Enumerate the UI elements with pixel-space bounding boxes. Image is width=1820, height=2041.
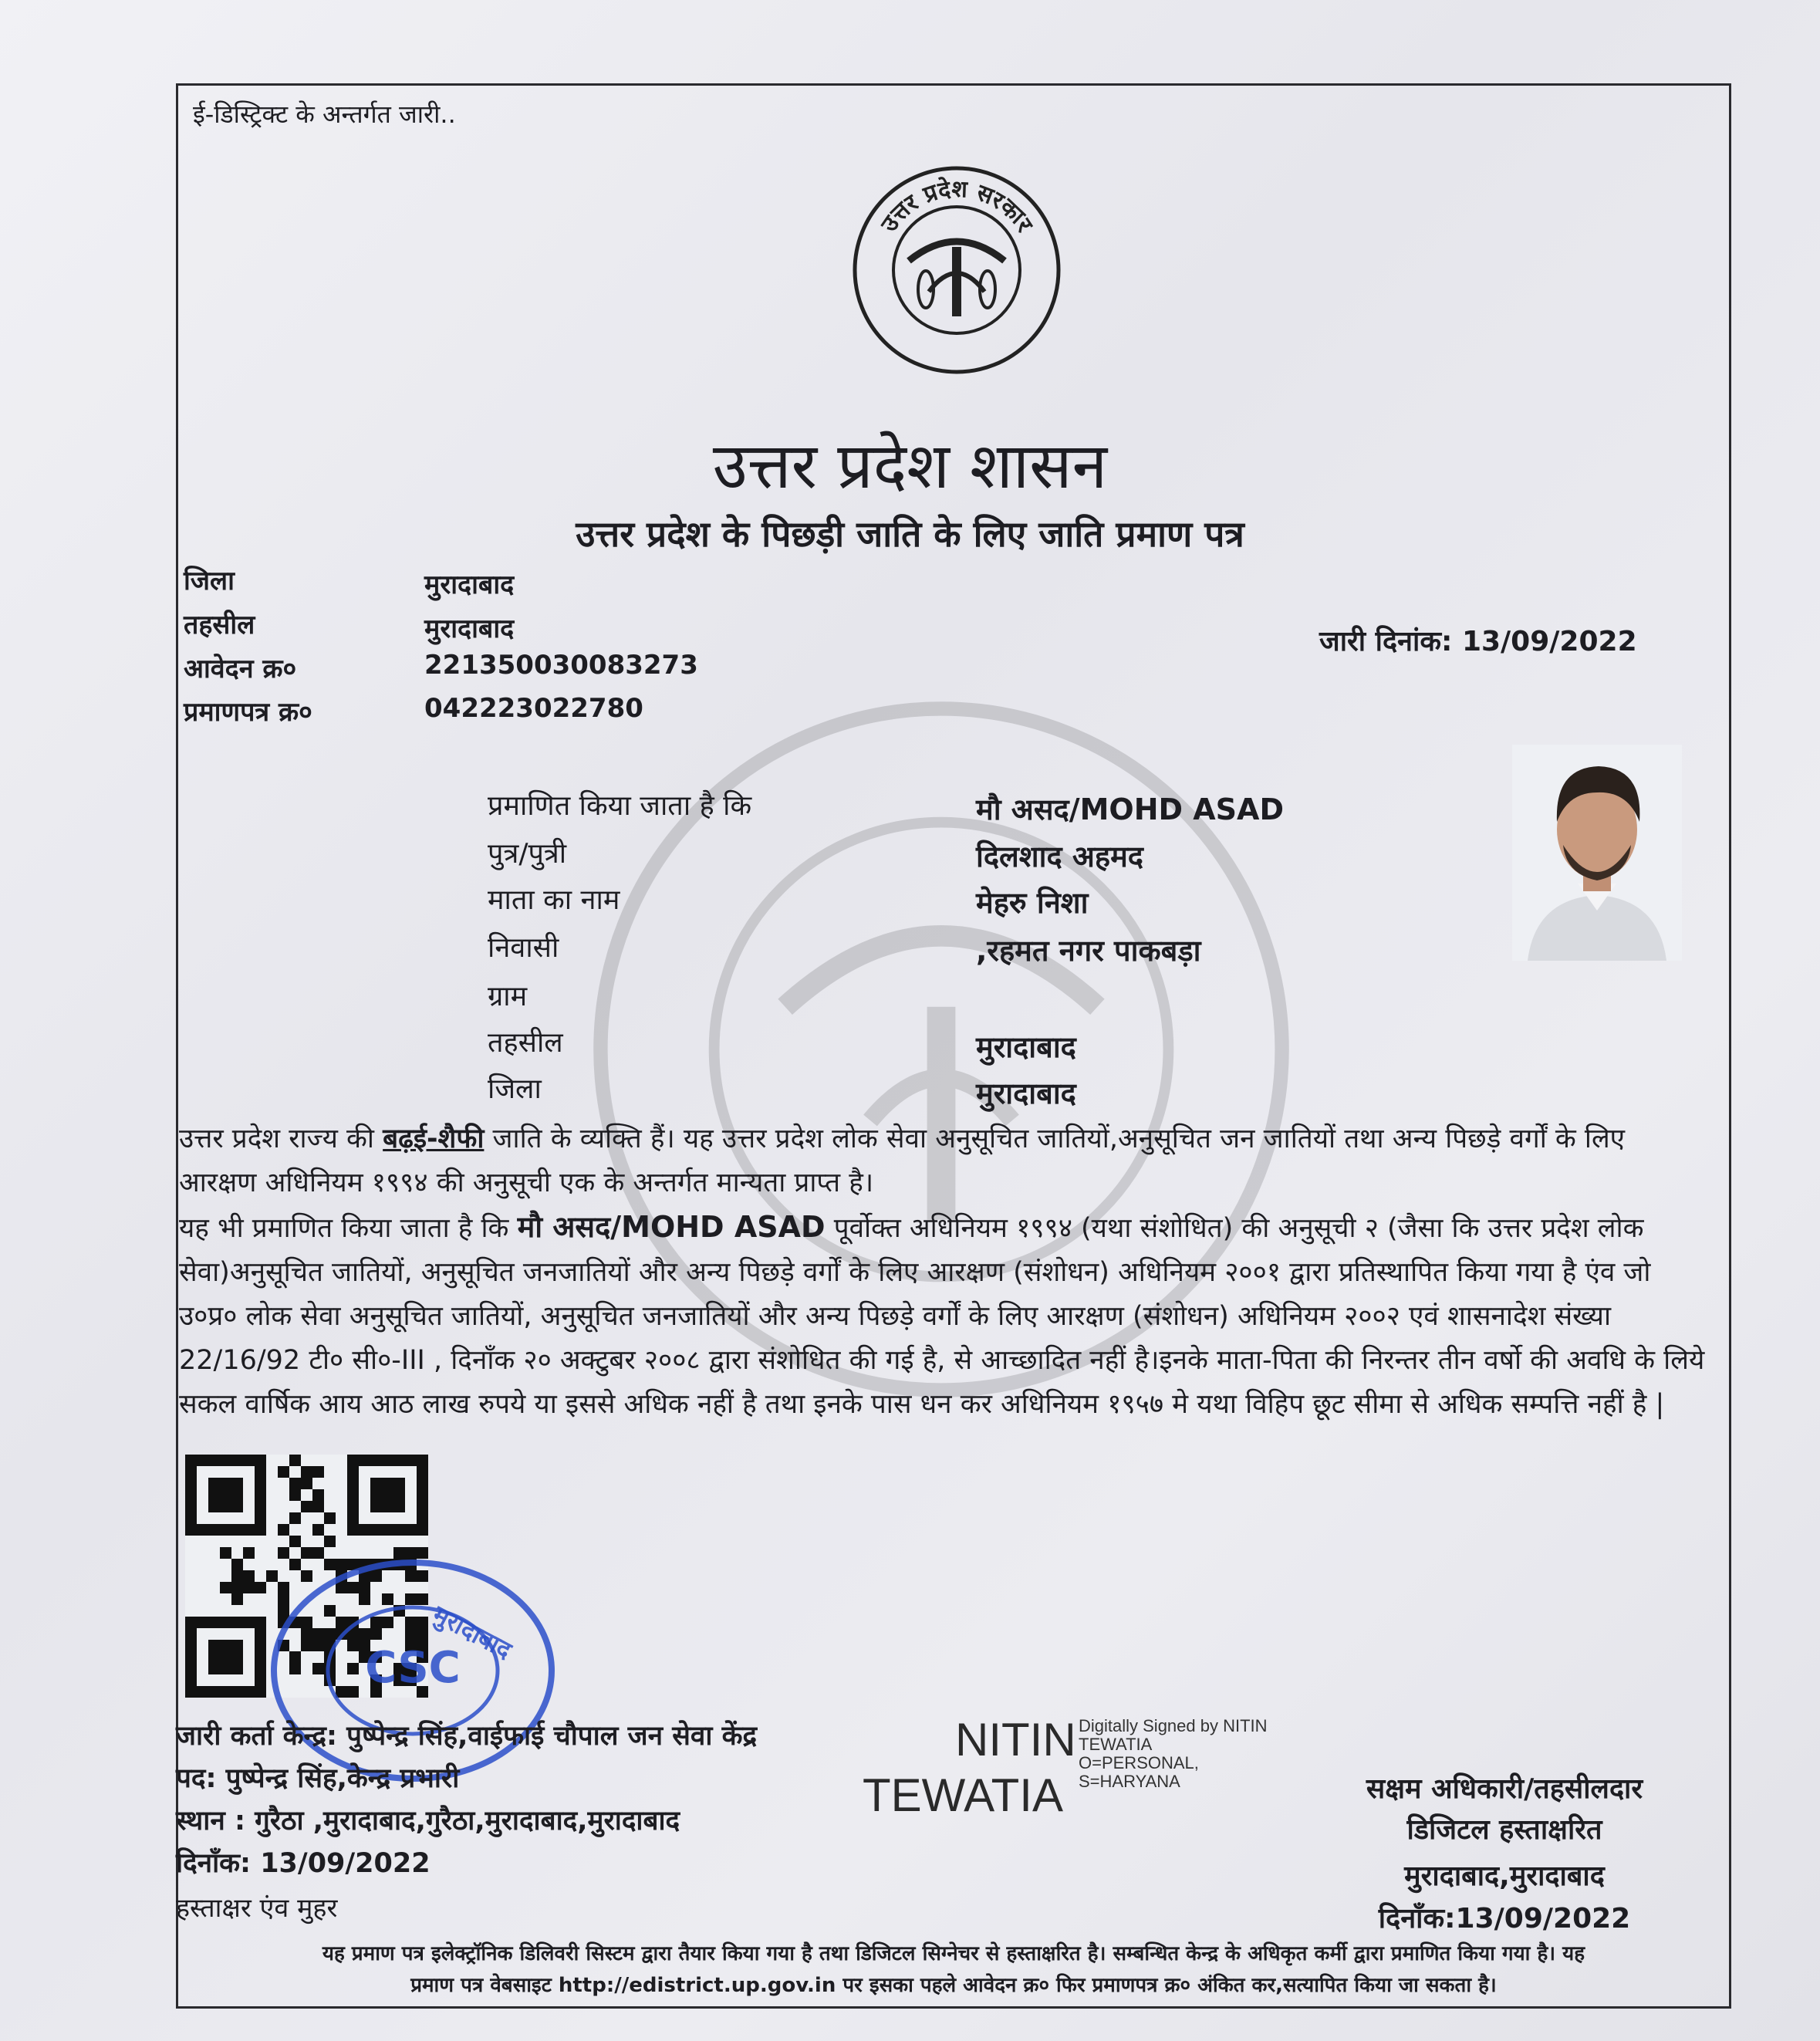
applicant-photo	[1512, 745, 1682, 961]
body-text: जाति के व्यक्ति हैं। यह उत्तर प्रदेश लोक सेवा अनुसूचित जातियों,अनुसूचित जन जातियों तथा अन्य पिछड़े वर्गों के लिए आरक्षण अधिनियम १९९४ की अनुसूची एक के अन्तर्गत मान्यता प्राप्त है।	[179, 1124, 1626, 1198]
issuing-centre: जारी कर्ता केन्द्र: पुष्पेन्द्र सिंह,वाईफाई चौपाल जन सेवा केंद्र	[176, 1721, 758, 1752]
svg-text:मुरादाबाद: मुरादाबाद	[427, 1599, 517, 1665]
certificate-number-label: प्रमाणपत्र क्र०	[184, 697, 312, 728]
officer-digitally-signed: डिजिटल हस्ताक्षरित	[1406, 1814, 1602, 1846]
body-text: यह भी प्रमाणित किया जाता है कि	[179, 1213, 518, 1244]
application-number-value: 221350030083273	[424, 650, 698, 681]
issuer-date: दिनाँक: 13/09/2022	[176, 1848, 431, 1879]
field-label-mother: माता का नाम	[488, 884, 620, 916]
signature-detail: S=HARYANA	[1079, 1772, 1180, 1791]
tehsil-value: मुरादाबाद	[424, 613, 515, 644]
field-label-village: ग्राम	[488, 981, 528, 1012]
signature-and-seal-label: हस्ताक्षर एंव मुहर	[176, 1893, 338, 1924]
officer-place: मुरादाबाद,मुरादाबाद	[1404, 1860, 1605, 1892]
page-title: उत्तर प्रदेश शासन	[712, 430, 1108, 503]
footer-note-line-2: प्रमाण पत्र वेबसाइट http://edistrict.up.gov.in पर इसका पहले आवेदन क्र० फिर प्रमाणपत्र क्र० अंकित कर,सत्यापित किया जा सकता है।	[410, 1974, 1497, 1997]
body-paragraph-2	[179, 1205, 1710, 1427]
issue-date: जारी दिनांक: 13/09/2022	[1319, 626, 1637, 657]
tehsil-label: तहसील	[184, 610, 255, 640]
issuer-place: स्थान : गुरैठा ,मुरादाबाद,गुरैठा,मुरादाबाद,मुरादाबाद	[176, 1806, 680, 1837]
digital-signature-details	[1079, 1717, 1268, 1791]
caste-name: बढ़ई-शैफी	[383, 1124, 485, 1154]
officer-date: दिनाँक:13/09/2022	[1378, 1903, 1631, 1935]
officer-title: सक्षम अधिकारी/तहसीलदार	[1366, 1773, 1643, 1805]
body-text: पूर्वोक्त अधिनियम १९९४ (यथा संशोधित) की अनुसूची २ (जैसा कि उत्तर प्रदेश लोक सेवा)अनुसूचित जातियों, अनुसूचित जनजातियों और अन्य पिछड़े वर्गों के लिए आरक्षण (संशोधन) अधिनियम २००१ द्वारा प्रतिस्थापित किया गया है एंव जो उ०प्र० लोक सेवा अनुसूचित जातियों, अनुसूचित जनजातियों और अन्य पिछड़े वर्गों के लिए आरक्षण (संशोधन) अधिनियम २००२ एवं शासनादेश संख्या 22/16/92 टी० सी०-III , दिनाँक २० अक्टुबर २००८ द्वारा संशोधित की गई है, से आच्छादित नहीं है।इनके माता-पिता की निरन्तर तीन वर्षो की अवधि के लिये सकल वार्षिक आय आठ लाख रुपये या इससे अधिक नहीं है तथा इनके पास धन कर अधिनियम १९५७ मे यथा विहिप छूट सीमा से अधिक सम्पत्ति नहीं है |	[179, 1213, 1705, 1420]
page-subtitle: उत्तर प्रदेश के पिछड़ी जाति के लिए जाति प्रमाण पत्र	[576, 513, 1244, 555]
signature-detail: TEWATIA	[1079, 1735, 1153, 1754]
field-value-parent: दिलशाद अहमद	[976, 840, 1143, 874]
issued-under-text: ई-डिस्ट्रिक्ट के अन्तर्गत जारी..	[193, 100, 456, 129]
field-label-resident: निवासी	[488, 932, 559, 964]
field-value-tehsil: मुरादाबाद	[976, 1030, 1076, 1064]
signer-name-first: NITIN	[955, 1714, 1076, 1766]
field-value-mother: मेहरु निशा	[976, 886, 1089, 920]
signer-name-last: TEWATIA	[863, 1769, 1063, 1821]
footer-note-line-1: यह प्रमाण पत्र इलेक्ट्रॉनिक डिलिवरी सिस्टम द्वारा तैयार किया गया है तथा डिजिटल सिग्नेचर से हस्ताक्षरित है। सम्बन्धित केन्द्र के अधिकृत कर्मी द्वारा प्रमाणित किया गया है। यह	[322, 1942, 1585, 1965]
applicant-name-inline: मौ असद/MOHD ASAD	[517, 1210, 826, 1244]
body-text: उत्तर प्रदेश राज्य की	[179, 1124, 383, 1154]
application-number-label: आवेदन क्र०	[184, 654, 297, 684]
svg-text:उत्तर प्रदेश सरकार: उत्तर प्रदेश सरकार	[876, 175, 1038, 238]
district-label: जिला	[184, 566, 235, 596]
field-label-certified: प्रमाणित किया जाता है कि	[488, 790, 752, 822]
up-government-emblem-icon	[849, 162, 1065, 378]
field-label-tehsil: तहसील	[488, 1027, 563, 1059]
field-label-parent: पुत्र/पुत्री	[488, 838, 567, 870]
issuer-designation: पद: पुष्पेन्द्र सिंह,केन्द्र प्रभारी	[176, 1763, 460, 1794]
signature-detail: O=PERSONAL,	[1079, 1753, 1199, 1772]
field-value-district: मुरादाबाद	[976, 1076, 1076, 1110]
certificate-number-value: 042223022780	[424, 693, 643, 724]
field-label-district: जिला	[488, 1073, 542, 1105]
field-value-resident: ,रहमत नगर पाकबड़ा	[976, 934, 1201, 968]
district-value: मुरादाबाद	[424, 569, 515, 600]
svg-text:CSC: CSC	[365, 1643, 461, 1693]
signature-detail: Digitally Signed by NITIN	[1079, 1716, 1268, 1735]
field-value-name: मौ असद/MOHD ASAD	[976, 792, 1284, 826]
body-paragraph-1	[179, 1117, 1710, 1205]
certificate-body	[179, 1117, 1710, 1427]
